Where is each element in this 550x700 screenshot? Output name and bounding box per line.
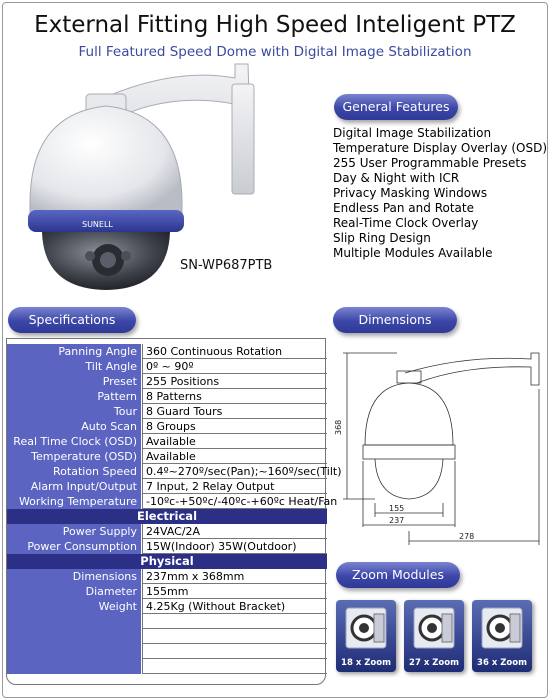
spec-row [7, 404, 327, 419]
spec-label: Panning Angle [7, 344, 141, 359]
zoom-modules-heading: Zoom Modules [336, 562, 460, 588]
spec-label: Working Temperature [7, 494, 141, 509]
spec-value: 8 Patterns [142, 389, 327, 404]
spec-label: Rotation Speed [7, 464, 141, 479]
spec-row [7, 524, 327, 539]
spec-label: Weight [7, 599, 141, 614]
dome-diameter-label: 155 [389, 504, 405, 513]
feature-item: Privacy Masking Windows [333, 186, 488, 200]
spec-value: 237mm x 368mm [142, 569, 327, 584]
empty-row [7, 659, 327, 674]
body-diameter-label: 237 [389, 516, 405, 525]
dimensions-diagram [335, 345, 545, 555]
spec-value: 0º ~ 90º [142, 359, 327, 374]
specifications-table [6, 338, 342, 685]
spec-label [7, 644, 141, 659]
spec-value: 8 Guard Tours [142, 404, 327, 419]
spec-value: 0.4º~270º/sec(Pan);~160º/sec(Tilt) [142, 464, 327, 479]
spec-label [7, 659, 141, 674]
spec-value: -10ºc-+50ºc/-40ºc-+60ºc Heat/Fan [142, 494, 327, 509]
electrical-section-heading: Electrical [7, 509, 327, 524]
spec-label: Temperature (OSD) [7, 449, 141, 464]
spec-label: Tour [7, 404, 141, 419]
spec-value: 360 Continuous Rotation [142, 344, 327, 359]
feature-item: Multiple Modules Available [333, 246, 493, 260]
spec-row [7, 389, 327, 404]
feature-item: Temperature Display Overlay (OSD) [333, 141, 548, 155]
spec-label: Preset [7, 374, 141, 389]
feature-item: Endless Pan and Rotate [333, 201, 474, 215]
zoom-module-card [404, 600, 464, 672]
spec-row [7, 374, 327, 389]
spec-value [142, 629, 327, 644]
dimensions-heading: Dimensions [333, 307, 457, 333]
features-list [333, 126, 547, 261]
height-label: 368 [334, 419, 343, 435]
spec-value: 255 Positions [142, 374, 327, 389]
spec-label: Real Time Clock (OSD) [7, 434, 141, 449]
spec-row [7, 359, 327, 374]
page-title: External Fitting High Speed Inteligent PTZ [34, 12, 516, 38]
spec-label: Auto Scan [7, 419, 141, 434]
zoom-module-card [472, 600, 532, 672]
spec-label: Power Consumption [7, 539, 141, 554]
spec-row [7, 494, 338, 509]
spec-value: 4.25Kg (Without Bracket) [142, 599, 327, 614]
specifications-heading: Specifications [8, 307, 136, 333]
empty-row [7, 614, 327, 629]
zoom-module-icon [472, 600, 532, 656]
spec-value [142, 659, 327, 674]
feature-item: Real-Time Clock Overlay [333, 216, 479, 230]
spec-row [7, 539, 327, 554]
spec-value [142, 644, 327, 659]
spec-value: 155mm [142, 584, 327, 599]
arm-length-label: 278 [459, 532, 475, 541]
spec-row [7, 434, 327, 449]
feature-item: Digital Image Stabilization [333, 126, 492, 140]
zoom-module-label: 27 x Zoom [409, 658, 459, 668]
spec-value: 24VAC/2A [142, 524, 327, 539]
zoom-module-card [336, 600, 396, 672]
spec-value: 7 Input, 2 Relay Output [142, 479, 327, 494]
spec-label [7, 629, 141, 644]
spec-label: Power Supply [7, 524, 141, 539]
spec-row [7, 449, 327, 464]
spec-label: Dimensions [7, 569, 141, 584]
zoom-module-label: 36 x Zoom [477, 658, 527, 668]
zoom-module-label: 18 x Zoom [341, 658, 391, 668]
brand-logo: SUNELL [82, 220, 113, 229]
spec-label: Pattern [7, 389, 141, 404]
spec-value: 8 Groups [142, 419, 327, 434]
empty-row [7, 629, 327, 644]
page-subtitle: Full Featured Speed Dome with Digital Image Stabilization [78, 44, 472, 60]
camera-image [20, 64, 320, 294]
spec-row [7, 344, 327, 359]
feature-item: 255 User Programmable Presets [333, 156, 527, 170]
spec-row [7, 599, 327, 614]
spec-value [142, 614, 327, 629]
spec-value: Available [142, 449, 327, 464]
model-number: SN-WP687PTB [180, 258, 273, 273]
feature-item: Slip Ring Design [333, 231, 431, 245]
spec-row [7, 479, 327, 494]
spec-label [7, 614, 141, 629]
spec-row [7, 419, 327, 434]
spec-value: Available [142, 434, 327, 449]
spec-label: Tilt Angle [7, 359, 141, 374]
spec-label: Alarm Input/Output [7, 479, 141, 494]
feature-item: Day & Night with ICR [333, 171, 460, 185]
spec-row [7, 464, 342, 479]
zoom-module-icon [336, 600, 396, 656]
spec-value: 15W(Indoor) 35W(Outdoor) [142, 539, 327, 554]
spec-label: Diameter [7, 584, 141, 599]
general-features-heading: General Features [334, 94, 458, 120]
empty-row [7, 644, 327, 659]
spec-row [7, 584, 327, 599]
zoom-module-icon [404, 600, 464, 656]
physical-section-heading: Physical [7, 554, 327, 569]
spec-row [7, 569, 327, 584]
